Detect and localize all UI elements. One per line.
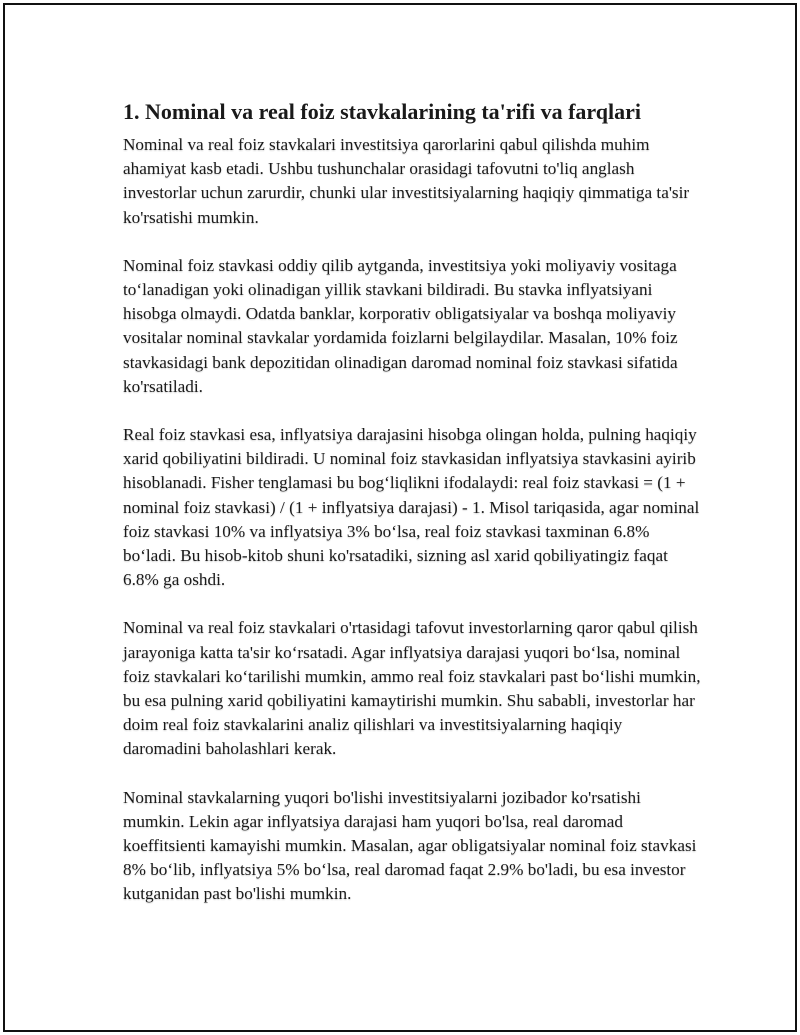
page-frame — [3, 3, 797, 1032]
paragraph-intro: Nominal va real foiz stavkalari investitsiya qarorlarini qabul qilishda muhim ahamiyat kasb etadi. Ushbu tushunchalar orasidagi tafovutni to'liq anglash investorlar uchun zarurdir, chunki ular investitsiyalarning haqiqiy qimmatiga ta'sir ko'rsatishi mumkin. — [123, 135, 690, 227]
paragraph-difference: Nominal va real foiz stavkalari o'rtasidagi tafovut investorlarning qaror qabul qilish jarayoniga katta ta'sir ko‘rsatadi. Agar inflyatsiya darajasi yuqori bo‘lsa, nominal foiz stavkalari ko‘tarilishi mumkin, ammo real foiz stavkalari past bo‘lishi mumkin, bu esa pulning xarid qobiliyatini kamaytirishi mumkin. Shu sababli, investorlar har doim real foiz stavkalarini analiz qilishlari va investitsiyalarning haqiqiy daromadini baholashlari kerak. — [123, 618, 701, 759]
paragraph-example: Nominal stavkalarning yuqori bo'lishi investitsiyalarni jozibador ko'rsatishi mumkin. Lekin agar inflyatsiya darajasi ham yuqori bo'lsa, real daromad koeffitsienti kamayishi mumkin. Masalan, agar obligatsiyalar nominal foiz stavkasi 8% bo‘lib, inflyatsiya 5% bo‘lsa, real daromad faqat 2.9% bo'ladi, bu esa investor kutganidan past bo'lishi mumkin. — [123, 787, 697, 904]
paragraph-nominal-rate: Nominal foiz stavkasi oddiy qilib aytganda, investitsiya yoki moliyaviy vositaga to‘lanadigan yoki olinadigan yillik stavkani bildiradi. Bu stavka inflyatsiyani hisobga olmaydi. Odatda banklar, korporativ obligatsiyalar va boshqa moliyaviy vositalar nominal stavkalar yordamida foizlarni belgilaydilar. Masalan, 10% foiz stavkasidagi bank depozitidan olinadigan daromad nominal foiz stavkasi sifatida ko'rsatiladi. — [123, 255, 678, 396]
paragraph-real-rate: Real foiz stavkasi esa, inflyatsiya darajasini hisobga olingan holda, pulning haqiqiy xarid qobiliyatini bildiradi. U nominal foiz stavkasidan inflyatsiya stavkasini ayirib hisoblanadi. Fisher tenglamasi bu bog‘liqlikni ifodalaydi: real foiz stavkasi = (1 + nominal foiz stavkasi) / (1 + inflyatsiya darajasi) - 1. Misol tariqasida, agar nominal foiz stavkasi 10% va inflyatsiya 3% bo‘lsa, real foiz stavkasi taxminan 6.8% bo‘ladi. Bu hisob-kitob shuni ko'rsatadiki, sizning asl xarid qobiliyatingiz faqat 6.8% ga oshdi. — [123, 425, 700, 590]
section-heading: 1. Nominal va real foiz stavkalarining ta'rifi va farqlari — [123, 99, 641, 124]
document-body — [121, 97, 701, 931]
